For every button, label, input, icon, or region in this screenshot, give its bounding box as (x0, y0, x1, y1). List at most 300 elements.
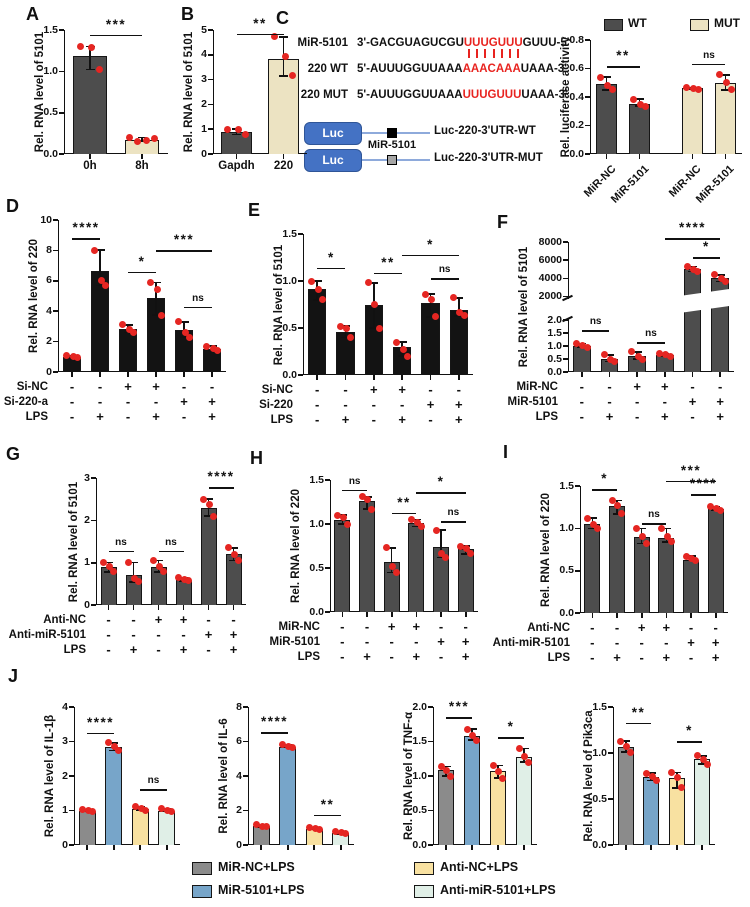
y-tick-label: 0.0 (282, 368, 297, 381)
x-tick (664, 372, 666, 377)
panel-c-luciferase-chart (552, 16, 750, 232)
significance-label: ** (381, 254, 395, 270)
condition-value: - (688, 650, 694, 665)
y-tick-label: 0 (46, 365, 52, 378)
x-tick (71, 372, 73, 377)
sequence-text: UAAA-3' (521, 89, 568, 101)
condition-row-label: Anti-miR-5101 (492, 637, 570, 649)
y-tick-label: 3 (62, 735, 68, 747)
x-tick (183, 372, 185, 377)
condition-row-label: LPS (63, 644, 86, 656)
condition-value: - (664, 635, 669, 650)
sequence-text: 5'-AUUUGGUUAAA (357, 63, 463, 75)
x-tick-label: 8h (135, 160, 149, 172)
bar (684, 269, 702, 372)
y-axis-label: Rel. RNA level of 220 (28, 239, 40, 353)
y-tick (428, 775, 433, 777)
x-tick (211, 372, 213, 377)
significance-line (582, 330, 610, 332)
condition-value: + (633, 379, 641, 394)
condition-value: + (711, 650, 720, 665)
condition-value: + (613, 650, 621, 665)
y-tick-label: 0 (236, 838, 242, 851)
condition-value: + (387, 619, 396, 634)
significance-label: ns (648, 509, 660, 521)
panel-j-legend (192, 862, 672, 907)
error-bar-cap (279, 36, 288, 38)
condition-value: - (343, 382, 348, 397)
significance-label: * (702, 239, 710, 255)
bar (596, 84, 617, 154)
base-pair-match-mark (484, 49, 486, 58)
base-pair-match-mark (517, 49, 519, 58)
x-tick-label: MiR-5101 (694, 163, 737, 206)
significance-line (642, 523, 667, 525)
data-point (393, 569, 400, 576)
y-tick-label: 0.0 (592, 838, 607, 851)
x-tick (366, 612, 368, 617)
bar (609, 506, 625, 613)
x-tick (233, 605, 235, 610)
y-tick-label: 4 (46, 304, 52, 317)
condition-value: - (579, 379, 584, 394)
sequence-text: 3'-GACGUAGUCGU (357, 37, 464, 49)
x-tick (155, 372, 157, 377)
panel-a-chart (30, 16, 194, 232)
condition-value: - (456, 382, 461, 397)
y-tick-label: 0.6 (569, 62, 584, 74)
legend-swatch (414, 885, 434, 898)
panel-label-j: J (8, 666, 19, 686)
bar (438, 770, 455, 845)
significance-label: ** (631, 704, 646, 720)
significance-label: **** (207, 469, 235, 485)
y-tick-label: 2 (62, 769, 68, 782)
y-tick (53, 280, 58, 282)
bar (694, 759, 710, 845)
x-tick (89, 154, 91, 159)
y-tick-label: 2000 (538, 290, 562, 303)
significance-line (607, 66, 640, 68)
condition-value: + (208, 394, 216, 409)
condition-value: + (341, 412, 350, 427)
bar (708, 509, 724, 613)
panel-label-c: C (276, 8, 289, 28)
condition-value: + (688, 394, 697, 409)
data-point (154, 286, 161, 293)
y-tick-label: 1 (201, 122, 207, 135)
significance-label: ns (589, 316, 602, 328)
x-tick (636, 372, 638, 377)
construct-label: Luc-220-3'UTR-WT (434, 125, 536, 137)
x-tick (625, 845, 627, 850)
data-point (158, 312, 165, 319)
y-tick (298, 280, 303, 282)
condition-value: - (340, 649, 345, 664)
data-point (594, 525, 601, 532)
y-tick (69, 706, 74, 708)
condition-value: + (437, 634, 445, 649)
y-tick-label: 4000 (538, 271, 562, 284)
y-tick (243, 706, 248, 708)
condition-value: + (605, 409, 614, 424)
significance-line (87, 733, 114, 735)
significance-label: **** (678, 220, 707, 236)
y-tick-label: 0.5 (592, 792, 607, 805)
condition-value: - (131, 612, 136, 627)
condition-value: - (428, 382, 433, 397)
y-tick-label: 1.0 (43, 64, 58, 77)
significance-line (677, 741, 703, 743)
y-tick-label: 0 (84, 598, 90, 611)
y-tick-label: 2 (201, 97, 207, 110)
y-tick (243, 741, 248, 743)
condition-row-label: MiR-NC (278, 621, 320, 633)
condition-value: - (181, 627, 186, 642)
y-tick (53, 219, 58, 221)
data-point (393, 339, 400, 346)
x-tick (692, 372, 694, 377)
y-tick (208, 153, 213, 155)
condition-value: + (208, 409, 216, 424)
panel-i-chart (492, 452, 750, 691)
significance-line (446, 717, 472, 719)
x-tick (108, 605, 110, 610)
significance-label: **** (689, 476, 717, 492)
y-tick-label: 1.0 (282, 274, 297, 287)
data-point (368, 506, 375, 513)
significance-line (691, 494, 716, 496)
condition-row-label: LPS (297, 651, 320, 663)
legend-swatch (690, 19, 709, 31)
significance-label: * (686, 723, 693, 739)
condition-value: + (661, 409, 669, 424)
significance-label: ** (253, 15, 267, 31)
bar (682, 88, 703, 154)
significance-label: * (437, 474, 445, 490)
legend-label: MiR-5101+LPS (218, 883, 305, 897)
legend-label: WT (628, 16, 647, 30)
y-tick-label: 2.0 (412, 700, 427, 713)
data-point (627, 749, 634, 756)
y-tick (53, 250, 58, 252)
data-point (667, 353, 674, 360)
condition-value: - (209, 379, 215, 394)
y-tick (208, 79, 213, 81)
x-tick (139, 845, 141, 850)
panel-label-g: G (6, 444, 21, 464)
y-tick (563, 358, 568, 360)
condition-value: + (661, 379, 669, 394)
bar (105, 747, 122, 845)
x-tick (616, 613, 618, 618)
x-tick (609, 372, 611, 377)
y-axis-label: Rel. luciferase activity (560, 36, 572, 158)
condition-value: + (412, 619, 421, 634)
condition-row-label: Anti-NC (43, 614, 86, 626)
y-tick-label: 0.0 (559, 606, 574, 619)
condition-value: - (125, 394, 131, 409)
condition-value: - (639, 650, 644, 665)
data-point (308, 278, 315, 285)
data-point (668, 538, 675, 545)
condition-value: - (579, 409, 584, 424)
bar (201, 508, 217, 605)
y-tick (585, 96, 590, 98)
data-point (584, 515, 591, 522)
significance-line (416, 492, 465, 494)
x-tick (416, 612, 418, 617)
y-tick-label: 0 (62, 838, 68, 851)
x-tick (581, 372, 583, 377)
data-point (658, 525, 665, 532)
y-axis-label: Rel. RNA level of Pik3ca (583, 710, 595, 842)
y-tick-label: 3 (84, 471, 90, 484)
condition-row-label: Si-NC (16, 381, 48, 393)
condition-value: - (438, 649, 444, 664)
condition-row-label: Si-220-a (3, 396, 48, 408)
x-tick (725, 154, 727, 159)
panel-e-chart (255, 206, 499, 453)
condition-value: + (398, 382, 406, 397)
y-tick (53, 371, 58, 373)
significance-line (317, 268, 345, 270)
sequence-text: GUUU-5' (522, 37, 570, 49)
condition-value: + (716, 394, 724, 409)
significance-label: *** (448, 699, 470, 715)
condition-value: - (414, 634, 419, 649)
y-tick (608, 798, 613, 800)
y-tick-label: 1.5 (309, 473, 324, 486)
y-tick-label: 1.5 (43, 23, 58, 36)
bar (658, 538, 674, 613)
data-point (315, 286, 322, 293)
y-tick (91, 477, 96, 479)
binding-site-label: MiR-5101 (367, 139, 417, 151)
x-tick (497, 845, 499, 850)
bar (464, 736, 481, 845)
x-tick (676, 845, 678, 850)
base-pair-match-mark (509, 49, 511, 58)
y-tick (575, 570, 580, 572)
significance-label: ns (147, 775, 160, 787)
condition-value: + (154, 612, 163, 627)
y-tick (585, 153, 590, 155)
significance-label: **** (260, 714, 289, 729)
x-tick (606, 154, 608, 159)
x-tick (166, 845, 168, 850)
legend-swatch (192, 885, 212, 898)
y-tick (325, 611, 330, 613)
sequence-label: MiR-5101 (297, 37, 348, 49)
data-point (151, 135, 158, 142)
condition-value: + (179, 642, 188, 657)
y-tick (91, 562, 96, 564)
significance-label: ns (703, 49, 715, 61)
condition-value: - (371, 412, 376, 427)
condition-row-label: Anti-NC (527, 622, 570, 634)
base-pair-match-mark (493, 49, 495, 58)
panel-label-f: F (497, 212, 508, 232)
condition-value: + (370, 382, 378, 397)
bar (334, 520, 350, 612)
x-tick (313, 845, 315, 850)
significance-label: **** (72, 220, 100, 236)
y-tick (59, 29, 64, 31)
data-point (630, 96, 637, 103)
condition-value: + (229, 627, 238, 642)
y-tick (325, 567, 330, 569)
condition-value: + (152, 409, 160, 424)
x-tick (650, 845, 652, 850)
y-tick-label: 8 (46, 243, 52, 256)
significance-label: *** (105, 16, 127, 32)
significance-label: **** (86, 714, 115, 730)
data-point (722, 278, 729, 285)
y-tick (428, 810, 433, 812)
y-tick (69, 810, 74, 812)
x-tick (465, 612, 467, 617)
y-tick-label: 6000 (538, 253, 562, 266)
y-tick (575, 612, 580, 614)
panel-d-chart (3, 206, 252, 450)
sequence-label: 220 WT (307, 63, 348, 75)
condition-value: + (662, 620, 671, 635)
y-tick (563, 345, 568, 347)
x-tick (316, 375, 318, 380)
x-tick (440, 612, 442, 617)
sequence-text: UAAA-3' (520, 63, 567, 75)
significance-label: ns (115, 536, 127, 548)
luc-constructs (300, 118, 550, 190)
condition-value: - (590, 635, 595, 650)
data-point (464, 726, 471, 733)
data-point (224, 126, 231, 133)
x-tick (113, 845, 115, 850)
condition-value: + (687, 635, 695, 650)
y-tick-label: 0.4 (569, 90, 584, 103)
legend-swatch (192, 862, 212, 875)
y-axis-label: Rel. RNA level of 220 (540, 492, 552, 607)
bar (643, 777, 659, 845)
x-tick (133, 605, 135, 610)
y-tick (59, 112, 64, 114)
data-point (717, 507, 724, 514)
error-bar-cap (232, 134, 241, 136)
y-tick-label: 1.5 (592, 700, 607, 713)
significance-label: ns (645, 328, 657, 340)
condition-value: - (314, 397, 320, 412)
y-tick-label: 0.0 (412, 838, 427, 851)
y-tick (69, 775, 74, 777)
y-tick (585, 125, 590, 127)
panel-f-chart (498, 220, 750, 450)
condition-value: - (614, 635, 620, 650)
significance-line (128, 272, 156, 274)
significance-line (637, 342, 665, 344)
data-point (91, 247, 98, 254)
x-tick (592, 613, 594, 618)
condition-value: + (637, 620, 646, 635)
condition-value: - (69, 379, 75, 394)
y-tick (208, 128, 213, 130)
y-tick (69, 741, 74, 743)
panel-label-b: B (181, 4, 194, 24)
y-tick-label: 1.5 (547, 326, 562, 339)
condition-value: - (371, 397, 376, 412)
condition-value: - (688, 620, 694, 635)
significance-label: ns (165, 536, 177, 548)
y-tick-label: 10 (40, 213, 52, 226)
condition-value: - (97, 394, 103, 409)
condition-value: + (180, 394, 188, 409)
significance-line (261, 732, 288, 734)
bar (359, 501, 375, 612)
x-tick (690, 613, 692, 618)
panel-g-chart (8, 452, 272, 683)
panel-h-chart (256, 452, 504, 690)
panel-label-e: E (248, 200, 261, 220)
data-point (74, 354, 81, 361)
error-bar-cap (86, 69, 95, 71)
x-tick (719, 372, 721, 377)
data-point (404, 353, 411, 360)
data-point (214, 347, 221, 354)
bar (683, 560, 699, 613)
data-point (516, 745, 523, 752)
x-tick (715, 613, 717, 618)
data-point (584, 344, 591, 351)
condition-value: - (389, 649, 394, 664)
x-tick (127, 372, 129, 377)
data-point (683, 84, 690, 91)
y-tick-label: 6 (46, 274, 52, 287)
sequence-text: AAACAAA (462, 63, 521, 75)
significance-label: * (427, 236, 434, 252)
y-tick (575, 528, 580, 530)
y-tick-label: 4 (62, 700, 68, 713)
condition-value: - (97, 379, 103, 394)
error-bar-cap (279, 75, 288, 77)
y-tick (243, 775, 248, 777)
condition-value: + (363, 649, 371, 664)
y-axis-label: Rel. RNA level of 5101 (68, 481, 80, 602)
condition-row-label: LPS (270, 414, 293, 426)
data-point (597, 74, 604, 81)
condition-value: - (389, 634, 394, 649)
significance-label: ns (438, 264, 451, 276)
panel-label-i: I (503, 442, 509, 462)
condition-value: + (716, 409, 724, 424)
y-axis-label: Rel. RNA level of 5101 (34, 31, 46, 153)
condition-value: - (125, 409, 131, 424)
condition-value: - (399, 397, 405, 412)
y-tick-label: 2 (46, 335, 52, 348)
condition-value: - (713, 620, 718, 635)
significance-line (342, 490, 367, 492)
condition-value: + (124, 379, 132, 394)
data-point (422, 291, 429, 298)
data-point (102, 282, 109, 289)
y-tick (575, 485, 580, 487)
data-point (704, 761, 711, 768)
condition-value: - (131, 627, 136, 642)
x-tick (445, 845, 447, 850)
luc-box: Luc (304, 122, 362, 145)
condition-value: - (181, 379, 187, 394)
base-pair-match-mark (468, 49, 470, 58)
condition-value: - (181, 409, 187, 424)
